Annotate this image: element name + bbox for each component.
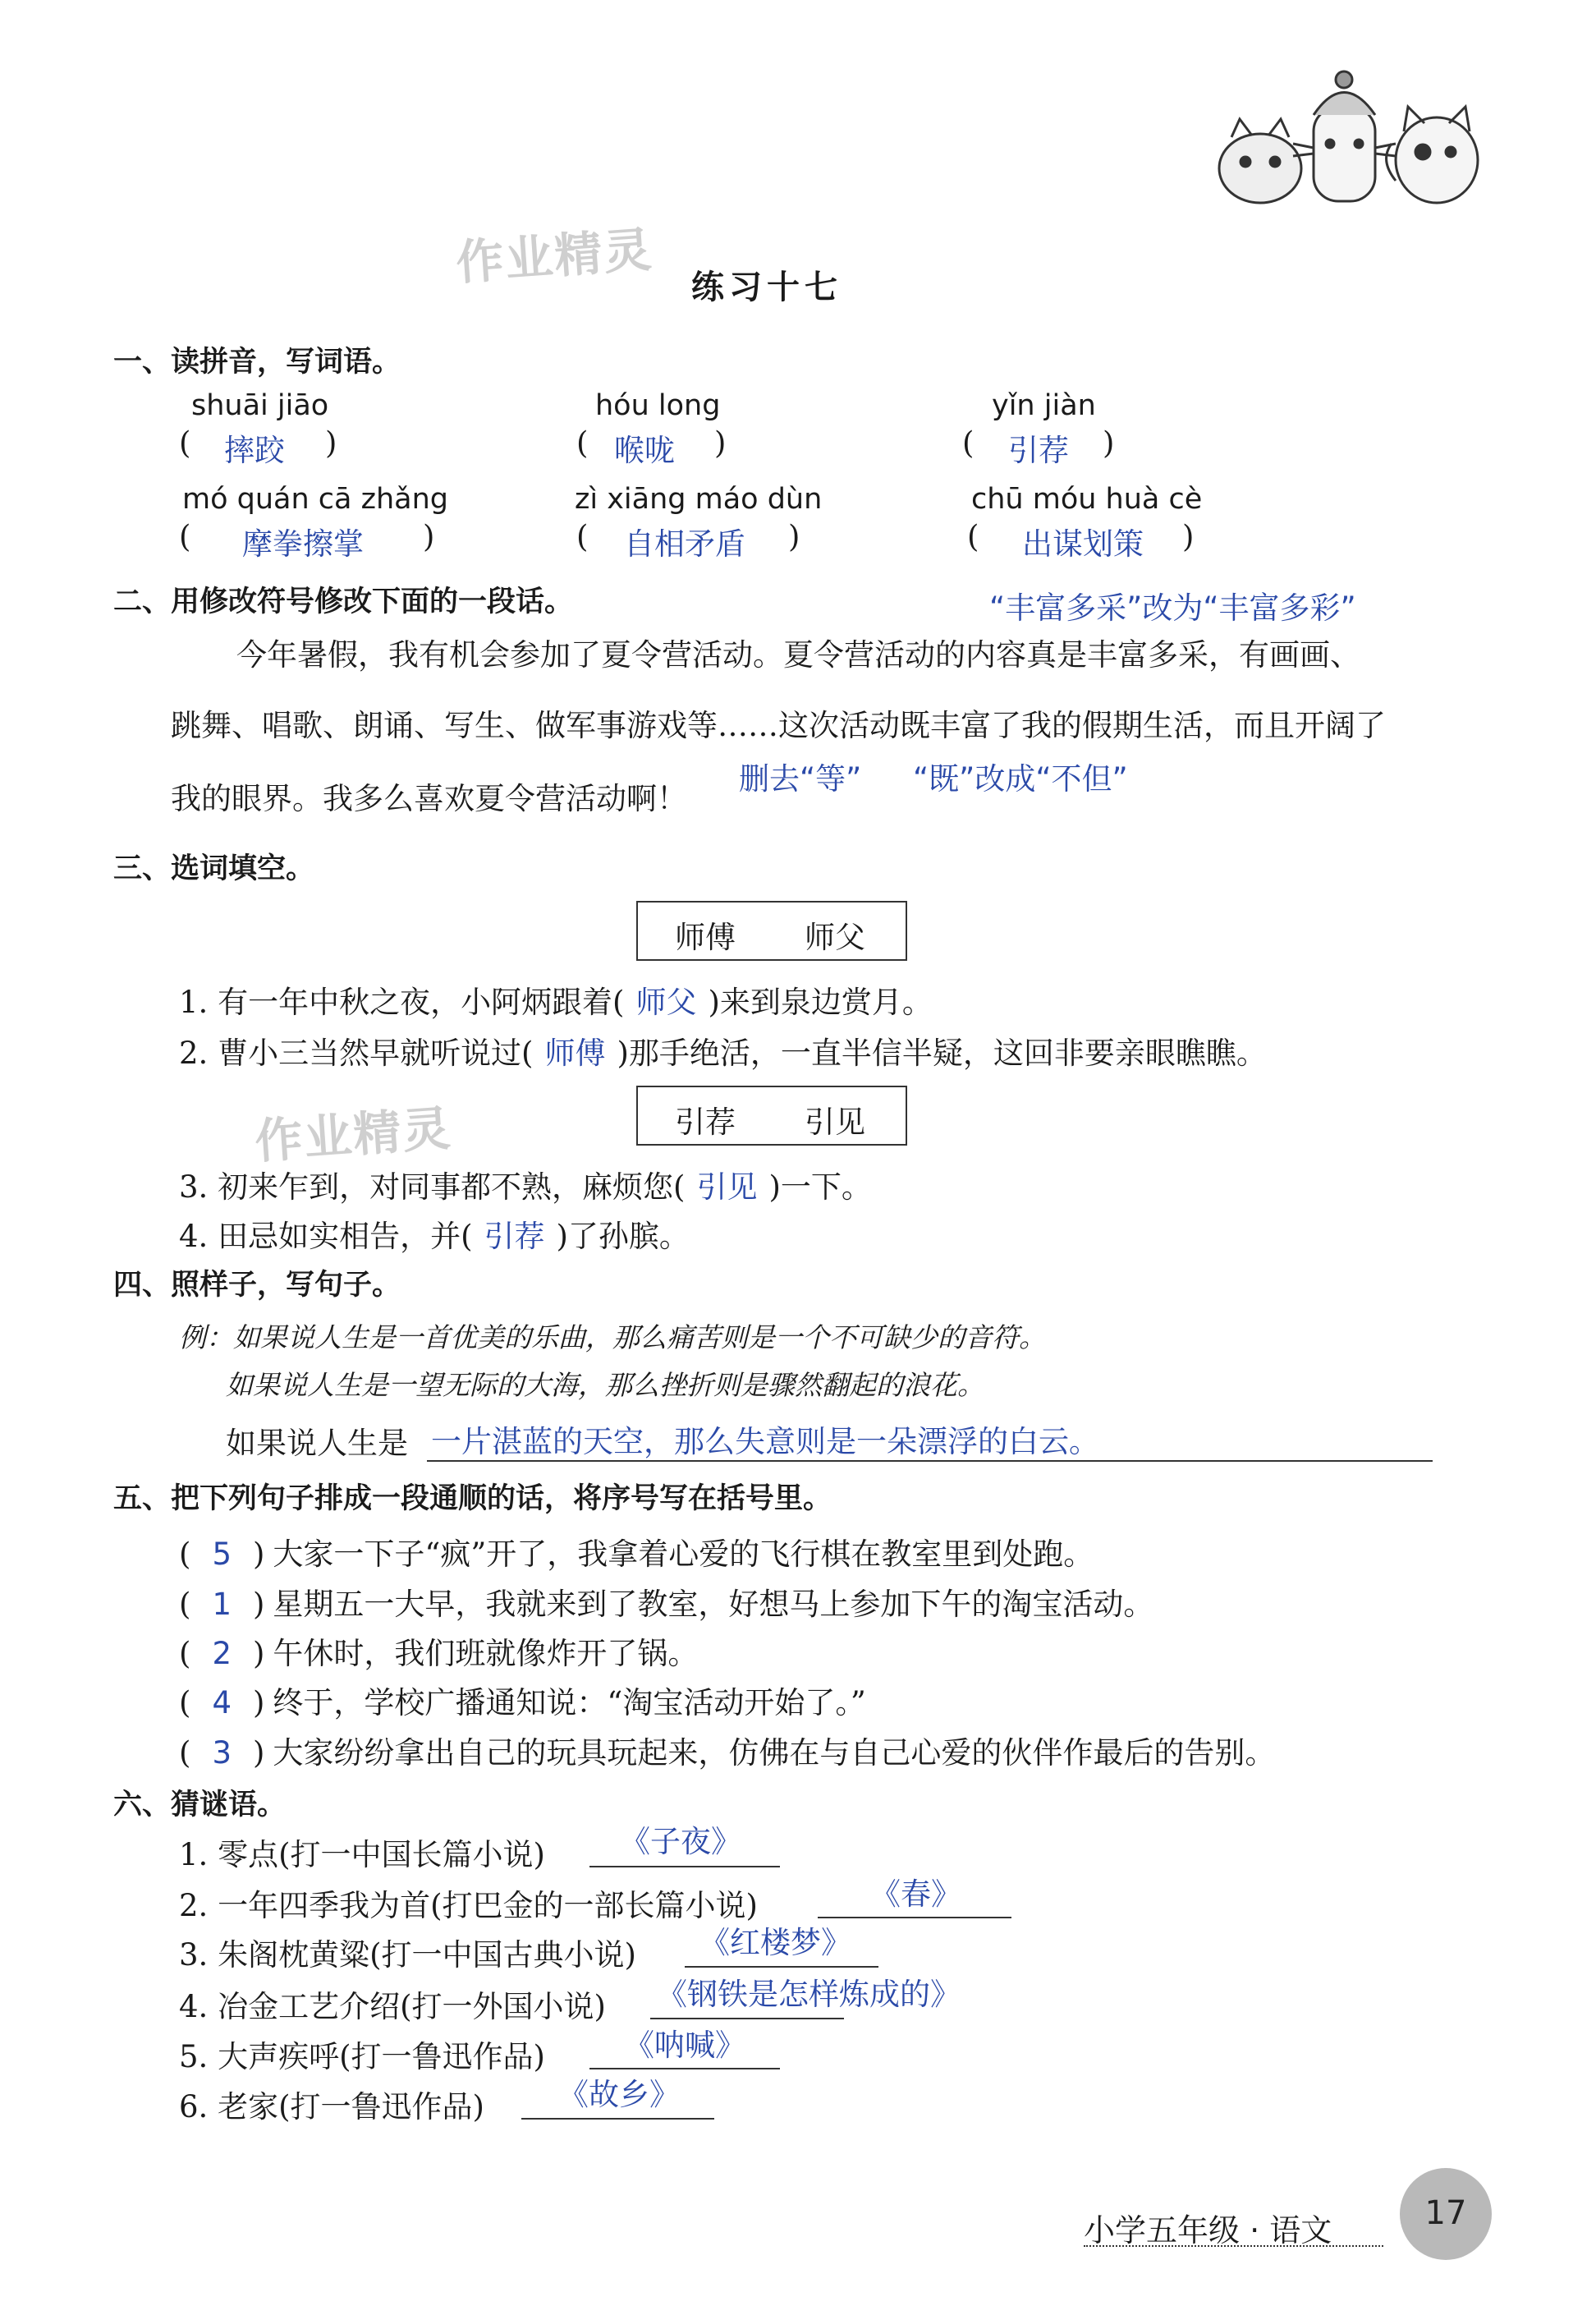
- paren-close: ): [1103, 425, 1115, 461]
- fill-item: [179, 1211, 690, 1256]
- fill-item-suffix: )来到泉边赏月。: [708, 985, 933, 1020]
- answer-line: [589, 1866, 780, 1867]
- answer-line: [650, 2018, 844, 2019]
- riddle-question: 1. 零点(打一中国长篇小说): [179, 1837, 545, 1872]
- answer-word: 摩拳擦掌: [242, 526, 364, 562]
- cats-illustration: [1203, 62, 1490, 209]
- answer-word: 出谋划策: [1022, 526, 1144, 562]
- paren-close: ): [788, 519, 800, 554]
- paren-close: ): [252, 1685, 265, 1720]
- answer-word: 自相矛盾: [624, 526, 745, 562]
- pinyin: mó quán cā zhǎng: [182, 483, 449, 516]
- paren-open: (: [967, 519, 979, 554]
- paragraph-line: 今年暑假，我有机会参加了夏令营活动。夏令营活动的内容真是丰富多采，有画画、: [236, 637, 1360, 673]
- fill-answer: 引荐: [484, 1219, 545, 1254]
- riddle-answer: 《子夜》: [620, 1824, 741, 1859]
- order-item: [179, 1728, 1275, 1772]
- paren-open: (: [179, 1636, 191, 1671]
- fill-item: [179, 1162, 872, 1206]
- paragraph-line: 我的眼界。我多么喜欢夏令营活动啊！: [171, 781, 687, 816]
- paren-open: (: [179, 1587, 191, 1622]
- example-sentence: 例：如果说人生是一首优美的乐曲，那么痛苦则是一个不可缺少的音符。: [179, 1321, 1046, 1353]
- fill-item-prefix: 2. 曹小三当然早就听说过(: [179, 1036, 534, 1071]
- riddle-answer: 《呐喊》: [624, 2028, 745, 2063]
- word-choice: 师父: [805, 920, 865, 955]
- paren-open: (: [179, 1536, 191, 1572]
- order-number: 4: [212, 1685, 232, 1720]
- correction-note: “丰富多采”改为“丰富多彩”: [989, 590, 1356, 626]
- answer-word: 引荐: [1008, 433, 1069, 468]
- paren-close: ): [252, 1636, 265, 1671]
- word-choice: 师傅: [675, 920, 736, 955]
- fill-item-suffix: )了孙膑。: [556, 1219, 690, 1254]
- section-heading-2: 二、用修改符号修改下面的一段话。: [113, 586, 574, 618]
- section-heading-1: 一、读拼音，写词语。: [113, 346, 401, 379]
- pinyin: yǐn jiàn: [992, 389, 1096, 422]
- riddle-question: 2. 一年四季我为首(打巴金的一部长篇小说): [179, 1888, 758, 1923]
- watermark: 作业精灵: [454, 221, 655, 292]
- fill-answer: 师父: [635, 985, 697, 1020]
- riddle-answer: 《春》: [870, 1876, 961, 1912]
- sentence-answer: 一片湛蓝的天空，那么失意则是一朵漂浮的白云。: [431, 1424, 1099, 1459]
- riddle-answer: 《故乡》: [558, 2077, 680, 2112]
- section-heading-5: 五、把下列句子排成一段通顺的话，将序号写在括号里。: [113, 1482, 832, 1515]
- fill-answer: 师傅: [544, 1036, 606, 1071]
- fill-item-suffix: )那手绝活，一直半信半疑，这回非要亲眼瞧瞧。: [617, 1036, 1267, 1071]
- order-text: 星期五一大早，我就来到了教室，好想马上参加下午的淘宝活动。: [273, 1587, 1154, 1622]
- paren-open: (: [576, 425, 589, 461]
- order-item: [179, 1678, 866, 1722]
- paren-close: ): [252, 1735, 265, 1771]
- riddle-answer: 《钢铁是怎样炼成的》: [657, 1977, 961, 2012]
- paren-close: ): [252, 1587, 265, 1622]
- watermark: 作业精灵: [253, 1100, 454, 1170]
- paren-open: (: [179, 1685, 191, 1720]
- order-number: 2: [212, 1636, 232, 1671]
- paren-open: (: [179, 519, 191, 554]
- footer-rule: [1084, 2245, 1383, 2247]
- fill-item: [179, 1028, 1267, 1073]
- pinyin: hóu long: [595, 389, 721, 422]
- order-text: 终于，学校广播通知说：“淘宝活动开始了。”: [273, 1685, 866, 1720]
- paren-open: (: [179, 1735, 191, 1771]
- order-number: 3: [212, 1735, 232, 1771]
- fill-item-prefix: 1. 有一年中秋之夜，小阿炳跟着(: [179, 985, 625, 1020]
- fill-item-prefix: 3. 初来乍到，对同事都不熟，麻烦您(: [179, 1169, 686, 1205]
- order-text: 午休时，我们班就像炸开了锅。: [273, 1636, 699, 1671]
- answer-line: [521, 2118, 714, 2120]
- answer-word: 喉咙: [614, 433, 675, 468]
- section-heading-4: 四、照样子，写句子。: [113, 1269, 401, 1302]
- section-heading-6: 六、猜谜语。: [113, 1789, 287, 1821]
- pinyin: shuāi jiāo: [191, 389, 329, 422]
- paren-open: (: [962, 425, 975, 461]
- correction-note: 删去“等”: [739, 761, 862, 797]
- paren-close: ): [252, 1536, 265, 1572]
- paren-close: ): [714, 425, 727, 461]
- paragraph-line: 跳舞、唱歌、朗诵、写生、做军事游戏等……这次活动既丰富了我的假期生活，而且开阔了: [171, 708, 1386, 743]
- paren-close: ): [423, 519, 435, 554]
- word-choice: 引见: [805, 1105, 865, 1140]
- paren-open: (: [576, 519, 589, 554]
- pinyin: chū móu huà cè: [971, 483, 1203, 516]
- section-heading-3: 三、选词填空。: [113, 852, 315, 885]
- fill-item-suffix: )一下。: [768, 1169, 872, 1205]
- riddle-answer: 《红楼梦》: [699, 1925, 851, 1960]
- fill-item: [179, 977, 933, 1022]
- riddle-question: 6. 老家(打一鲁迅作品): [179, 2089, 484, 2124]
- paren-close: ): [325, 425, 337, 461]
- fill-item-prefix: 4. 田忌如实相告，并(: [179, 1219, 473, 1254]
- order-number: 1: [212, 1587, 232, 1622]
- footer-label: 小学五年级 · 语文: [1084, 2212, 1332, 2248]
- order-text: 大家一下子“疯”开了，我拿着心爱的飞行棋在教室里到处跑。: [273, 1536, 1094, 1572]
- order-item: [179, 1628, 698, 1673]
- pinyin: zì xiāng máo dùn: [575, 483, 823, 516]
- riddle-question: 4. 冶金工艺介绍(打一外国小说): [179, 1989, 606, 2024]
- answer-line: [685, 1966, 878, 1968]
- riddle-question: 3. 朱阁枕黄粱(打一中国古典小说): [179, 1937, 636, 1973]
- page-title: 练习十七: [691, 269, 842, 306]
- fill-answer: 引见: [696, 1169, 758, 1205]
- answer-word: 摔跤: [224, 433, 285, 468]
- order-item: [179, 1579, 1153, 1624]
- correction-note: “既”改成“不但”: [913, 761, 1128, 797]
- order-text: 大家纷纷拿出自己的玩具玩起来，仿佛在与自己心爱的伙伴作最后的告别。: [273, 1735, 1276, 1771]
- word-choice: 引荐: [675, 1105, 736, 1140]
- sentence-prompt: 如果说人生是: [226, 1426, 408, 1461]
- order-number: 5: [212, 1536, 232, 1572]
- order-item: [179, 1529, 1094, 1573]
- paren-close: ): [1182, 519, 1195, 554]
- example-sentence: 如果说人生是一望无际的大海，那么挫折则是骤然翻起的浪花。: [226, 1369, 984, 1401]
- page-number: 17: [1424, 2194, 1467, 2232]
- riddle-question: 5. 大声疾呼(打一鲁迅作品): [179, 2039, 545, 2074]
- paren-open: (: [179, 425, 191, 461]
